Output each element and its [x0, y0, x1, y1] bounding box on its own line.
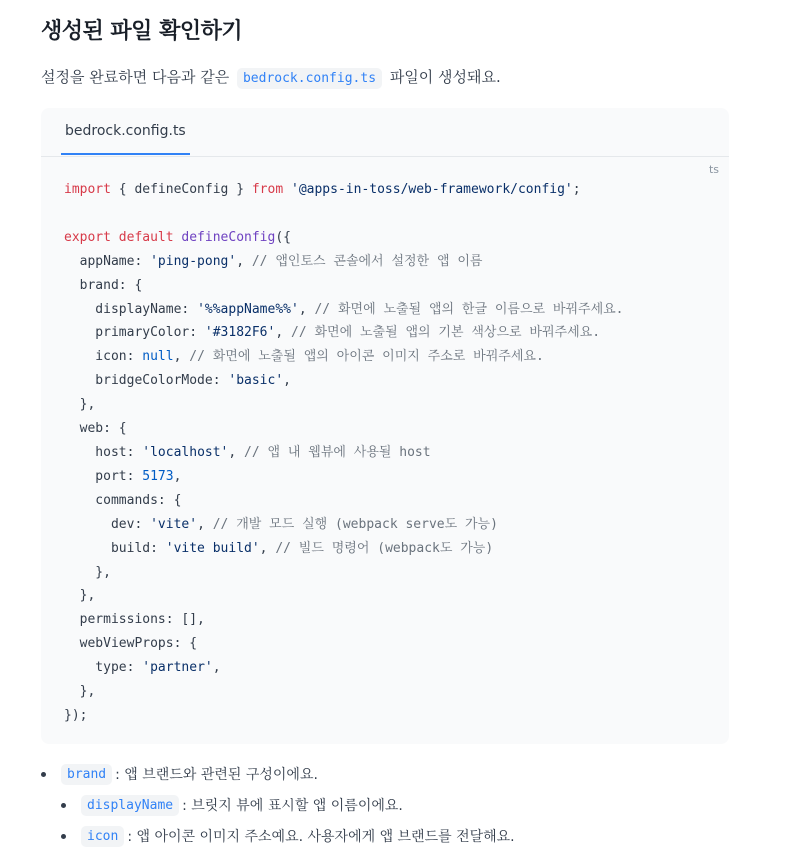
code-token: // 화면에 노출될 앱의 기본 색상으로 바꿔주세요. — [291, 325, 601, 341]
code-token: , — [228, 444, 245, 460]
code-token: ; — [572, 182, 581, 197]
code-token: primaryColor: — [64, 325, 205, 341]
section-heading: 생성된 파일 확인하기 — [41, 19, 243, 44]
code-line — [64, 636, 197, 651]
code-line — [64, 349, 544, 364]
code-token: null — [142, 349, 174, 365]
code-token: // 앱 내 웹뷰에 사용될 host — [244, 444, 431, 460]
list-item-text: : 앱 브랜드와 관련된 구성이에요. — [115, 767, 318, 783]
code-token: 'ping-pong' — [150, 253, 237, 269]
code-token: brand: { — [64, 277, 143, 293]
code-line — [64, 565, 111, 580]
code-token: webViewProps: { — [64, 636, 198, 652]
code-token: 'vite build' — [165, 540, 260, 556]
code-token: 5173 — [142, 468, 174, 484]
code-token: , — [259, 540, 276, 556]
code-token: // 화면에 노출될 앱의 아이콘 이미지 주소로 바꿔주세요. — [189, 349, 544, 365]
code-tab-file[interactable]: bedrock.config.ts — [61, 108, 190, 155]
intro-inline-code: bedrock.config.ts — [237, 68, 382, 89]
code-token: // 빌드 명령어 (webpack도 가능) — [275, 540, 494, 556]
list-item-code: brand — [61, 764, 112, 785]
code-line — [64, 493, 181, 508]
code-line — [64, 397, 95, 412]
code-token: type: — [64, 660, 143, 676]
code-line — [64, 612, 205, 627]
bullet-list — [41, 762, 741, 855]
code-token: , — [275, 325, 291, 341]
code-token: import — [64, 182, 111, 197]
code-token: build: — [64, 540, 166, 556]
code-token: defineConfig — [181, 229, 276, 245]
code-token: host: — [64, 444, 143, 460]
code-token: , — [212, 660, 221, 676]
code-line — [64, 708, 87, 723]
code-line — [64, 302, 624, 317]
code-token: // 개발 모드 실행 (webpack serve도 가능) — [212, 516, 498, 532]
code-token: from — [251, 182, 284, 197]
code-token — [283, 182, 291, 197]
code-line — [64, 517, 498, 532]
code-line — [64, 684, 95, 699]
code-line — [64, 445, 431, 460]
code-token: }); — [64, 707, 88, 723]
code-token: , — [197, 516, 213, 532]
code-token: , — [283, 373, 291, 389]
code-token: , — [298, 301, 315, 317]
code-line — [64, 373, 291, 388]
code-line — [64, 421, 127, 436]
code-token: displayName: — [64, 301, 198, 317]
code-token: // 앱인토스 콘솔에서 설정한 앱 이름 — [251, 253, 483, 269]
code-token: }, — [64, 588, 96, 604]
intro-paragraph — [41, 66, 501, 87]
bullet-dot-icon — [61, 834, 66, 839]
intro-text-after: 파일이 생성돼요. — [389, 68, 501, 86]
code-line — [64, 325, 600, 340]
code-token: commands: { — [64, 492, 182, 508]
code-tabbar — [41, 108, 729, 157]
code-token: export default — [64, 229, 174, 245]
code-token: , — [173, 349, 190, 365]
code-token: { defineConfig } — [110, 182, 252, 197]
code-token: 'vite' — [150, 516, 198, 532]
list-item — [41, 762, 741, 786]
code-language-label: ts — [708, 163, 719, 176]
code-token: 'partner' — [142, 660, 213, 676]
code-line — [64, 469, 181, 484]
bullet-dot-icon — [41, 772, 46, 777]
code-token: 'basic' — [228, 373, 284, 389]
code-token: port: — [64, 468, 143, 484]
code-token: '#3182F6' — [204, 325, 276, 341]
code-token: 'localhost' — [142, 444, 229, 460]
code-token: , — [173, 468, 182, 484]
intro-text-before: 설정을 완료하면 다음과 같은 — [41, 68, 230, 86]
code-line — [64, 541, 493, 556]
code-line — [64, 254, 482, 269]
code-content[interactable] — [64, 178, 624, 728]
code-token: appName: — [64, 253, 151, 269]
code-token: ({ — [275, 229, 291, 245]
code-line — [64, 278, 142, 293]
code-token: // 화면에 노출될 앱의 한글 이름으로 바꿔주세요. — [314, 301, 624, 317]
code-token: bridgeColorMode: — [64, 373, 229, 389]
code-token: '@apps-in-toss/web-framework/config' — [291, 182, 573, 197]
code-token: dev: — [64, 516, 151, 532]
bullet-dot-icon — [61, 803, 66, 808]
code-token: }, — [64, 684, 96, 700]
code-token: icon: — [64, 349, 143, 365]
code-line — [64, 660, 221, 675]
code-line — [64, 182, 581, 197]
code-block — [41, 108, 729, 744]
code-token: web: { — [64, 421, 127, 437]
list-item-text: : 브릿지 뷰에 표시할 앱 이름이에요. — [182, 798, 403, 814]
list-item-text: : 앱 아이콘 이미지 주소예요. 사용자에게 앱 브랜드를 전달해요. — [127, 829, 515, 845]
code-line — [64, 588, 95, 603]
code-token: , — [236, 253, 252, 269]
list-item-code: icon — [81, 826, 124, 847]
code-line — [64, 230, 291, 245]
list-item — [41, 824, 741, 848]
code-token: '%%appName%%' — [197, 301, 299, 317]
code-token: }, — [64, 397, 96, 413]
code-token: }, — [64, 564, 111, 580]
list-item — [41, 793, 741, 817]
list-item-code: displayName — [81, 795, 179, 816]
code-token: permissions: [], — [64, 612, 205, 628]
